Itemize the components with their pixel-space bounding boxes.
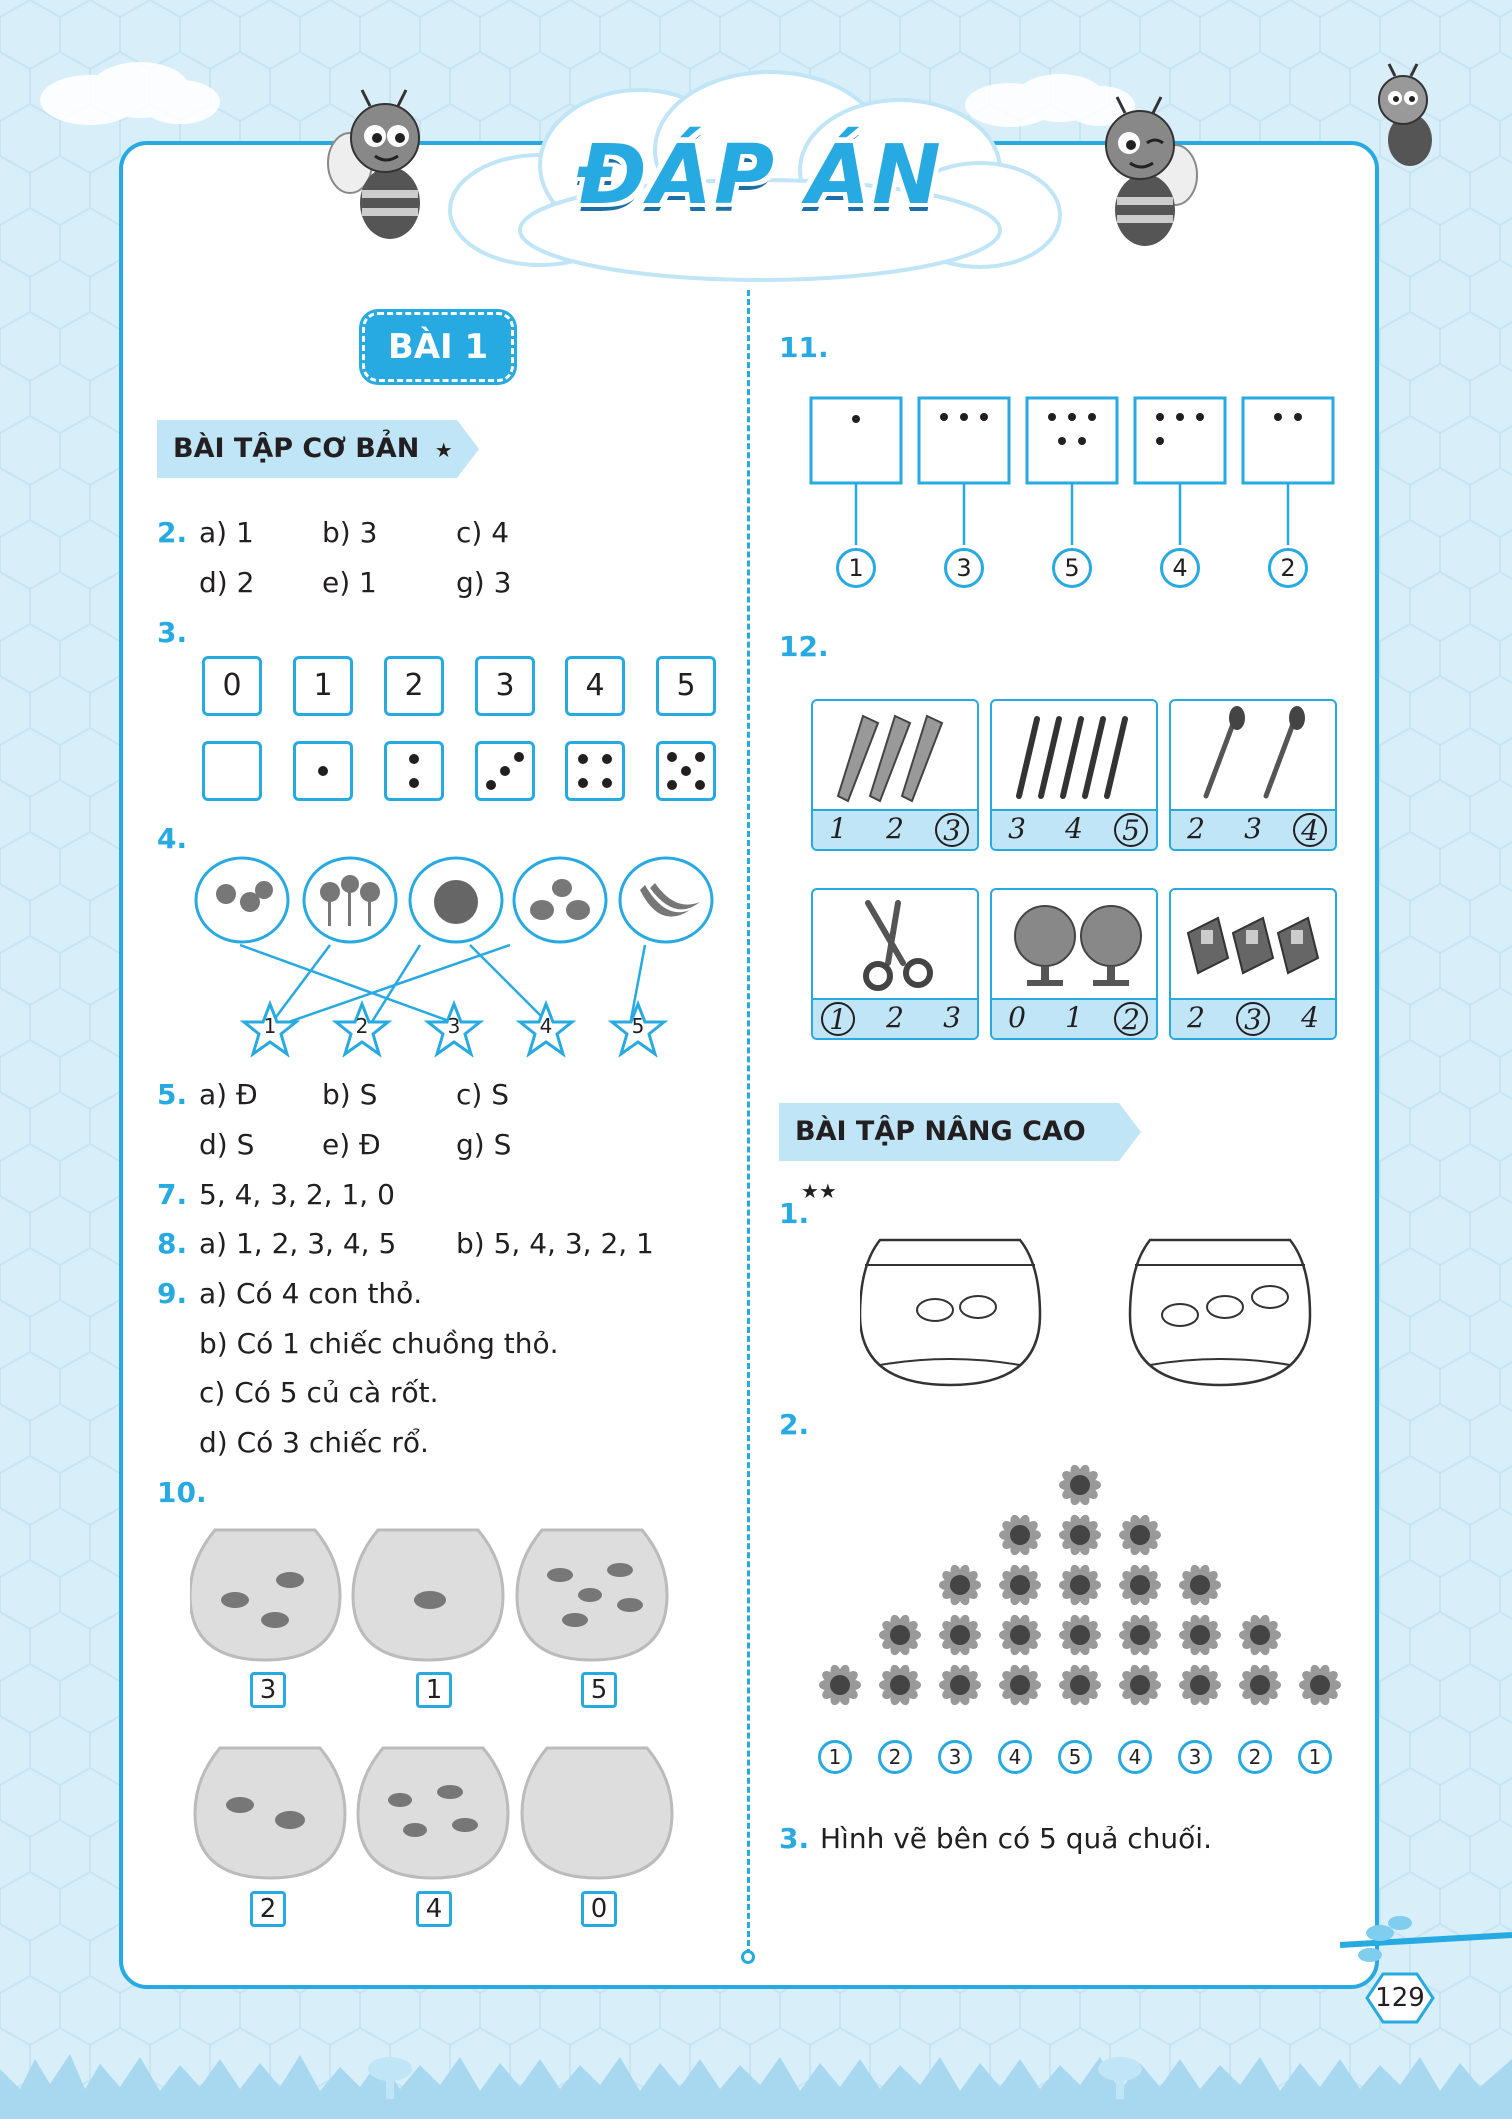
answer-text: d) 2 — [199, 566, 255, 599]
choice-strip — [992, 809, 1156, 849]
section-advanced-banner — [779, 1103, 1119, 1203]
question-number: 10. — [157, 1476, 207, 1509]
sunflower-icon — [1119, 1563, 1161, 1606]
question-number: 3. — [779, 1822, 810, 1855]
globe-icon — [1007, 898, 1147, 993]
star-label: 2 — [355, 1014, 369, 1038]
answer-text: a) 1, 2, 3, 4, 5 — [199, 1227, 397, 1260]
sunflower-icon — [999, 1563, 1041, 1606]
answer-text: a) 1 — [199, 516, 254, 549]
question-number: 1. — [779, 1197, 810, 1230]
choice-number: 3 — [1244, 812, 1262, 845]
question-number: 4. — [157, 822, 188, 855]
answer-circle: 4 — [1118, 1740, 1152, 1774]
section-basic-label: BÀI TẬP CƠ BẢN — [173, 433, 420, 464]
choice-number-circled: 3 — [935, 813, 969, 847]
answer-circle: 4 — [1160, 548, 1200, 588]
answer-text: Hình vẽ bên có 5 quả chuối. — [820, 1822, 1212, 1855]
choice-number: 3 — [943, 1001, 961, 1034]
answer-text: g) S — [456, 1128, 512, 1161]
answer-text: c) Có 5 củ cà rốt. — [199, 1376, 439, 1409]
sunflower-icon — [879, 1613, 921, 1656]
question-number: 3. — [157, 616, 188, 649]
dot-box-empty — [202, 741, 262, 801]
choice-number: 2 — [886, 1001, 904, 1034]
sunflower-icon — [1119, 1613, 1161, 1656]
choice-strip — [813, 998, 977, 1038]
choice-strip — [1171, 809, 1335, 849]
bee-mascot-icon — [1085, 95, 1205, 255]
bee-mascot-icon — [1365, 60, 1445, 170]
page-number: 129 — [1375, 1983, 1425, 2013]
answer-text: c) 4 — [456, 516, 510, 549]
choice-strip — [813, 809, 977, 849]
number-box: 2 — [384, 656, 444, 716]
sunflower-icon — [939, 1663, 981, 1706]
leaf-branch-icon — [1340, 1905, 1512, 1975]
answer-circle: 5 — [1058, 1740, 1092, 1774]
paintbrush-icon — [1191, 706, 1321, 806]
answer-circle: 4 — [998, 1740, 1032, 1774]
count-card-scissors — [811, 888, 979, 1040]
star-label: 3 — [447, 1014, 461, 1038]
number-box: 4 — [565, 656, 625, 716]
divider-end-dot — [741, 1950, 755, 1964]
star-label: 1 — [263, 1014, 277, 1038]
count-card-pens — [990, 699, 1158, 851]
answer-text: a) Đ — [199, 1078, 258, 1111]
star-label: 5 — [631, 1014, 645, 1038]
sunflower-icon — [1239, 1663, 1281, 1706]
sunflower-icon — [1179, 1613, 1221, 1656]
answer-text: b) Có 1 chiếc chuồng thỏ. — [199, 1327, 559, 1360]
answer-circle: 1 — [836, 548, 876, 588]
number-box: 1 — [293, 656, 353, 716]
answer-box: 1 — [416, 1672, 452, 1708]
pen-icon — [1007, 711, 1147, 806]
answer-text: e) Đ — [322, 1128, 381, 1161]
choice-number: 1 — [1065, 1001, 1083, 1034]
sunflower-icon — [1179, 1663, 1221, 1706]
answer-circle: 1 — [1298, 1740, 1332, 1774]
choice-strip — [992, 998, 1156, 1038]
sunflower-triangle — [810, 1460, 1350, 1720]
number-box: 5 — [656, 656, 716, 716]
sunflower-icon — [1179, 1563, 1221, 1606]
answer-circle: 2 — [1268, 548, 1308, 588]
question-number: 9. — [157, 1277, 188, 1310]
number-box: 3 — [475, 656, 535, 716]
sunflower-icon — [999, 1513, 1041, 1556]
answer-text: b) 3 — [322, 516, 378, 549]
answer-box: 3 — [250, 1672, 286, 1708]
sunflower-icon — [1059, 1563, 1101, 1606]
answer-circle: 3 — [944, 548, 984, 588]
answer-circle: 2 — [878, 1740, 912, 1774]
number-box: 0 — [202, 656, 262, 716]
answer-box: 0 — [581, 1891, 617, 1927]
bee-mascot-icon — [320, 88, 440, 248]
question-number: 2. — [779, 1408, 810, 1441]
answer-text: d) Có 3 chiếc rổ. — [199, 1426, 429, 1459]
dot-box — [656, 741, 716, 801]
choice-number-circled: 1 — [821, 1002, 855, 1036]
answer-box: 5 — [581, 1672, 617, 1708]
answer-text: g) 3 — [456, 566, 512, 599]
sunflower-icon — [939, 1613, 981, 1656]
question-number: 12. — [779, 630, 829, 663]
scissors-icon — [848, 898, 948, 993]
sunflower-icon — [879, 1663, 921, 1706]
choice-number-circled: 4 — [1293, 813, 1327, 847]
lesson-badge: BÀI 1 — [362, 312, 514, 382]
sunflower-icon — [939, 1563, 981, 1606]
sunflower-icon — [819, 1663, 861, 1706]
choice-number: 2 — [1187, 812, 1205, 845]
answer-circle: 5 — [1052, 548, 1092, 588]
count-card-globes — [990, 888, 1158, 1040]
answer-box: 4 — [416, 1891, 452, 1927]
question-number: 7. — [157, 1178, 188, 1211]
dot-box — [293, 741, 353, 801]
choice-number: 1 — [829, 812, 847, 845]
sunflower-icon — [1119, 1663, 1161, 1706]
sunflower-icon — [999, 1613, 1041, 1656]
answer-text: c) S — [456, 1078, 509, 1111]
answer-circle: 1 — [818, 1740, 852, 1774]
star-labels — [240, 1000, 690, 1060]
sunflower-icon — [1059, 1663, 1101, 1706]
dot-box — [384, 741, 444, 801]
dot-box — [475, 741, 535, 801]
column-divider — [747, 290, 750, 1955]
question-number: 11. — [779, 331, 829, 364]
count-card-pencils — [811, 699, 979, 851]
page-title: ĐÁP ÁN — [577, 128, 943, 223]
choice-number-circled: 2 — [1114, 1002, 1148, 1036]
section-basic-banner — [157, 420, 457, 478]
sharpener-icon — [1183, 908, 1328, 988]
dot-box — [565, 741, 625, 801]
fishbowl-drawing — [860, 1235, 1320, 1395]
choice-number-circled: 3 — [1236, 1002, 1270, 1036]
star-label: 4 — [539, 1014, 553, 1038]
sunflower-icon — [1119, 1513, 1161, 1556]
choice-number: 2 — [886, 812, 904, 845]
sunflower-icon — [1059, 1463, 1101, 1506]
count-card-sharpeners — [1169, 888, 1337, 1040]
question-number: 5. — [157, 1078, 188, 1111]
pencil-icon — [833, 711, 963, 806]
answer-text: a) Có 4 con thỏ. — [199, 1277, 423, 1310]
grass-footer — [0, 2029, 1512, 2119]
choice-number: 4 — [1065, 812, 1083, 845]
choice-strip — [1171, 998, 1335, 1038]
answer-text: 5, 4, 3, 2, 1, 0 — [199, 1178, 395, 1211]
answer-circle: 3 — [938, 1740, 972, 1774]
answer-text: b) 5, 4, 3, 2, 1 — [456, 1227, 654, 1260]
choice-number: 3 — [1008, 812, 1026, 845]
answer-text: e) 1 — [322, 566, 377, 599]
answer-circle: 3 — [1178, 1740, 1212, 1774]
star-icon: ★★ — [801, 1179, 837, 1203]
choice-number: 4 — [1301, 1001, 1319, 1034]
sunflower-icon — [1239, 1613, 1281, 1656]
answer-text: d) S — [199, 1128, 255, 1161]
answer-text: b) S — [322, 1078, 378, 1111]
question-number: 8. — [157, 1227, 188, 1260]
choice-number: 2 — [1187, 1001, 1205, 1034]
choice-number: 0 — [1008, 1001, 1026, 1034]
sunflower-icon — [1059, 1513, 1101, 1556]
answer-box: 2 — [250, 1891, 286, 1927]
section-advanced-label: BÀI TẬP NÂNG CAO — [795, 1116, 1086, 1147]
answer-circle: 2 — [1238, 1740, 1272, 1774]
sunflower-icon — [1299, 1663, 1341, 1706]
choice-number-circled: 5 — [1114, 813, 1148, 847]
question-number: 2. — [157, 516, 188, 549]
sunflower-icon — [1059, 1613, 1101, 1656]
count-card-brushes — [1169, 699, 1337, 851]
star-icon: ★ — [434, 438, 453, 462]
sunflower-icon — [999, 1663, 1041, 1706]
small-cloud-icon — [30, 60, 230, 130]
